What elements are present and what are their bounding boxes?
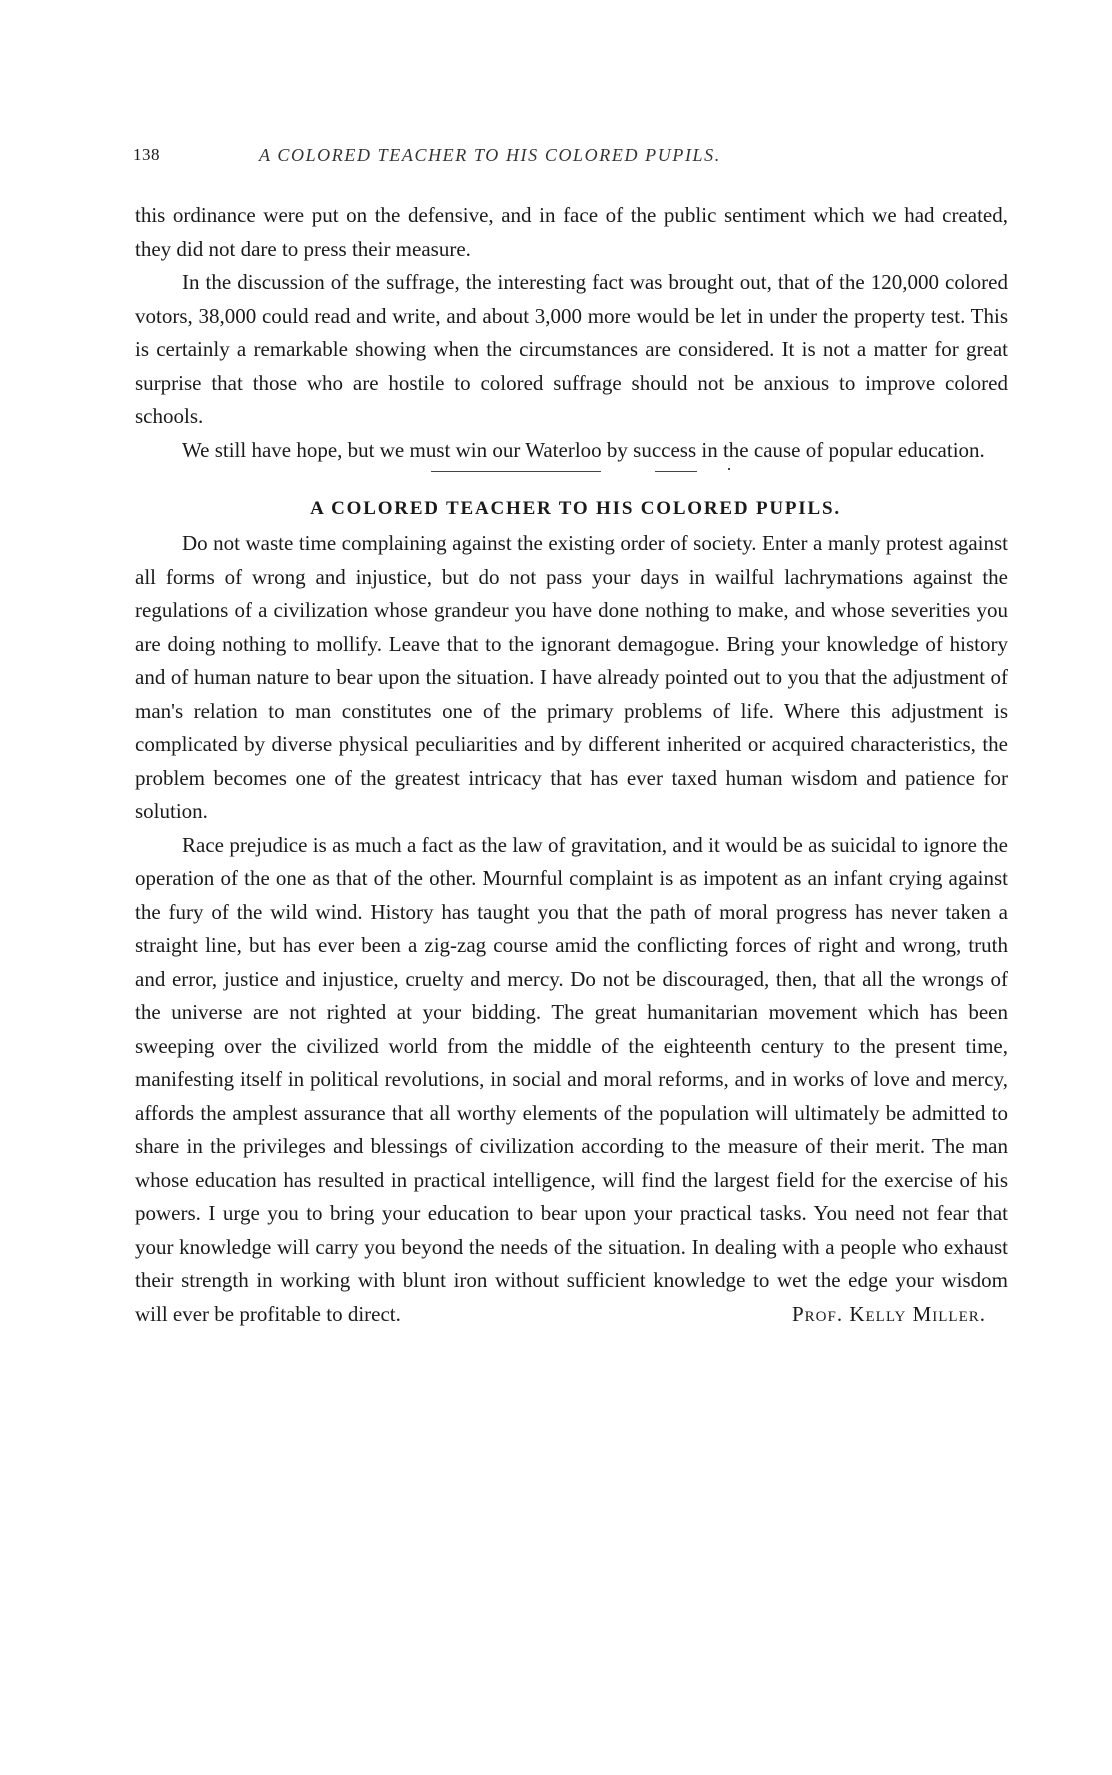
divider-dot	[728, 468, 730, 470]
running-title: A COLORED TEACHER TO HIS COLORED PUPILS.	[259, 145, 721, 165]
paragraph-hope: We still have hope, but we must win our Waterloo by success in the cause of popular education.	[182, 437, 985, 462]
body-text	[135, 199, 1008, 1331]
paragraph-suffrage: In the discussion of the suffrage, the interesting fact was brought out, that of the 120,000 colored votors, 38,000 could read and write, and about 3,000 more would be let in under the property test. This is certainly a remarkable showing when the circumstances are considered. It is not a matter for great surprise that those who are hostile to colored suffrage should not be anxious to improve colored schools.	[135, 270, 1008, 428]
divider-rule	[431, 471, 601, 472]
article-paragraph-1: Do not waste time complaining against the existing order of society. Enter a manly protest against all forms of wrong and injustice, but do not pass your days in wailful lachrymations against the regulations of a civilization whose grandeur you have done nothing to make, and whose severities you are doing nothing to mollify. Leave that to the ignorant demagogue. Bring your knowledge of history and of human nature to bear upon the situation. I have already pointed out to you that the adjustment of man's relation to man constitutes one of the primary problems of life. Where this adjustment is complicated by diverse physical peculiarities and by different inherited or acquired characteristics, the problem becomes one of the greatest intricacy that has ever taxed human wisdom and patience for solution.	[135, 531, 1008, 823]
paragraph-continued: this ordinance were put on the defensive, and in face of the public sentiment which we had created, they did not dare to press their measure.	[135, 203, 1008, 261]
running-head	[133, 143, 1008, 167]
section-divider	[135, 467, 1008, 491]
divider-rule-short	[655, 471, 697, 472]
article-paragraph-2-text: Race prejudice is as much a fact as the law of gravitation, and it would be as suicidal to ignore the operation of the one as that of the other. Mournful complaint is as impotent as an infant crying against the fury of the wild wind. History has taught you that the path of moral progress has never taken a straight line, but has ever been a zig-zag course amid the conflicting forces of right and wrong, truth and error, justice and injustice, cruelty and mercy. Do not be discouraged, then, that all the wrongs of the universe are not righted at your bidding. The great humanitarian movement which has been sweeping over the civilized world from the middle of the eighteenth century to the present time, manifesting itself in political revolutions, in social and moral reforms, and in works of love and mercy, affords the amplest assurance that all worthy elements of the population will ultimately be admitted to share in the privileges and blessings of civilization according to the measure of their merit. The man whose education has resulted in practical intelligence, will find the largest field for the exercise of his powers. I urge you to bring your education to bear upon your practical tasks. You need not fear that your knowledge will carry you beyond the needs of the situation. In dealing with a people who exhaust their strength in working with blunt iron without sufficient knowledge to wet the edge your wisdom will ever be profitable to direct.	[135, 832, 1008, 1326]
author-signature: Prof. Kelly Miller.	[791, 1301, 986, 1326]
page-number: 138	[133, 145, 160, 164]
article-heading: A COLORED TEACHER TO HIS COLORED PUPILS.	[310, 498, 841, 519]
article-paragraph-2	[135, 829, 1008, 1332]
